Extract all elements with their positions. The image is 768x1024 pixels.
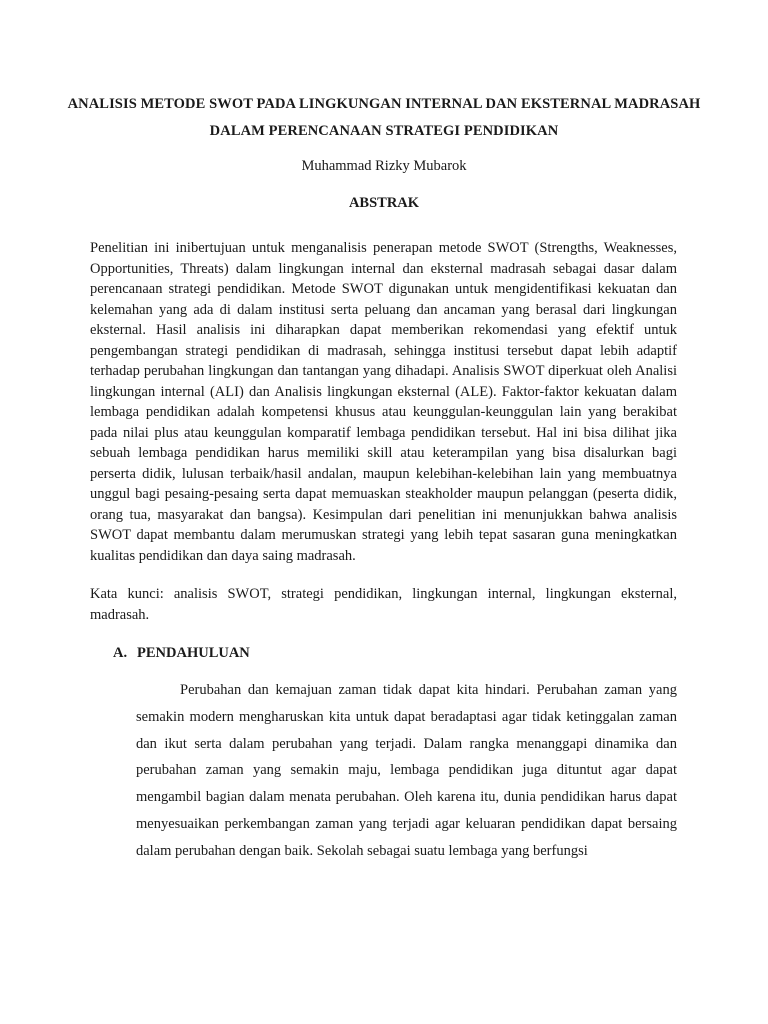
keywords-text: Kata kunci: analisis SWOT, strategi pendidikan, lingkungan internal, lingkungan eksternal, madrasah. (90, 586, 677, 623)
section-title: PENDAHULUAN (137, 645, 250, 661)
section-number: A. (113, 645, 128, 661)
paper-title: ANALISIS METODE SWOT PADA LINGKUNGAN INTERNAL DAN EKSTERNAL MADRASAH DALAM PERENCANAAN STRATEGI PENDIDIKAN (67, 96, 701, 139)
abstract-heading: ABSTRAK (348, 195, 420, 211)
abstract-text: Penelitian ini inibertujuan untuk menganalisis penerapan metode SWOT (Strengths, Weaknesses, Opportunities, Threats) dalam lingkungan internal dan eksternal madrasah sebagai dasar dalam perencanaan strategi pendidikan. Metode SWOT digunakan untuk mengidentifikasi kekuatan dan kelemahan yang ada di dalam institusi serta peluang dan ancaman yang berasal dari lingkungan eksternal. Hasil analisis ini diharapkan dapat memberikan rekomendasi yang efektif untuk pengembangan strategi pendidikan di madrasah, sehingga institusi tersebut dapat lebih adaptif terhadap perubahan lingkungan dan tantangan yang dihadapi. Analisis SWOT diperkuat oleh Analisi lingkungan internal (ALI) dan Analisis lingkungan eksternal (ALE). Faktor-faktor kekuatan dalam lembaga pendidikan adalah kompetensi khusus atau keunggulan-keunggulan lain yang berakibat pada nilai plus atau keunggulan komparatif lembaga pendidikan tersebut. Hal ini bisa dilihat jika sebuah lembaga pendidikan harus memiliki skill atau keterampilan yang bisa disalurkan bagi perserta didik, lulusan terbaik/hasil andalan, maupun kelebihan-kelebihan lain yang membuatnya unggul bagi pesaing-pesaing serta dapat memuaskan steakholder maupun pelanggan (peserta didik, orang tua, masyarakat dan bangsa). Kesimpulan dari penelitian ini menunjukkan bahwa analisis SWOT dapat membantu dalam merumuskan strategi yang lebih tepat sasaran guna meningkatkan kualitas pendidikan dan daya saing madrasah. (90, 240, 677, 564)
section-paragraph: Perubahan dan kemajuan zaman tidak dapat kita hindari. Perubahan zaman yang semakin modern mengharuskan kita untuk dapat beradaptasi agar tidak ketinggalan zaman dan ikut serta dalam perubahan yang terjadi. Dalam rangka menanggapi dinamika dan perubahan zaman yang semakin maju, lembaga pendidikan juga dituntut agar dapat mengambil bagian dalam menata perubahan. Oleh karena itu, dunia pendidikan harus dapat menyesuaikan perkembangan zaman yang terjadi agar keluaran pendidikan dapat bersaing dalam perubahan dengan baik. Sekolah sebagai suatu lembaga yang berfungsi (136, 682, 677, 859)
author-name: Muhammad Rizky Mubarok (301, 158, 467, 174)
section-heading (113, 642, 250, 664)
